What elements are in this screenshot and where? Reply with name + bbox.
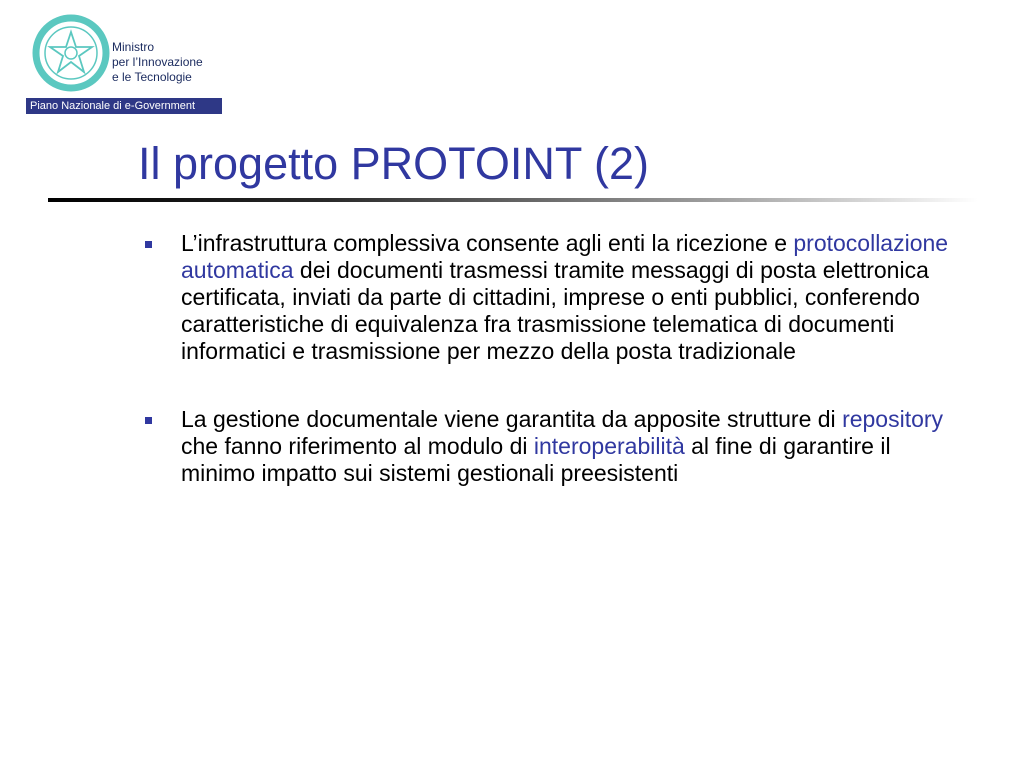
- ministry-line-2: per l’Innovazione: [112, 55, 203, 69]
- italian-republic-emblem-icon: [32, 14, 110, 92]
- bullet-item: [140, 406, 970, 487]
- bullet-text: che fanno riferimento al modulo di: [181, 433, 534, 459]
- highlighted-term: protocollazione automatica: [181, 230, 949, 283]
- bullet-text: L’infrastruttura complessiva consente agli enti la ricezione e: [181, 230, 794, 256]
- ministry-line-3: e le Tecnologie: [112, 70, 192, 84]
- ministry-logo: [26, 14, 224, 116]
- bullet-text: al fine di garantire il minimo impatto sui sistemi gestionali preesistenti: [181, 433, 891, 486]
- square-bullet-icon: [145, 241, 152, 248]
- title-divider: [48, 198, 978, 202]
- ministry-line-1: Ministro: [112, 40, 155, 54]
- bullet-item: [140, 230, 970, 365]
- ministry-name: [112, 40, 203, 85]
- highlighted-term: interoperabilità: [533, 433, 685, 459]
- square-bullet-icon: [145, 417, 152, 424]
- highlighted-term: repository: [842, 406, 944, 432]
- bullet-list: [140, 230, 970, 528]
- slide-title: Il progetto PROTOINT (2): [138, 138, 649, 189]
- bullet-text: La gestione documentale viene garantita da apposite strutture di: [181, 406, 843, 432]
- plan-label: Piano Nazionale di e-Government: [26, 98, 222, 114]
- bullet-text: dei documenti trasmessi tramite messaggi di posta elettronica certificata, inviati da parte di cittadini, imprese o enti pubblici, conferendo caratteristiche di equivalenza fra trasmissione telematica di documenti informatici e trasmissione per mezzo della posta tradizionale: [181, 257, 929, 364]
